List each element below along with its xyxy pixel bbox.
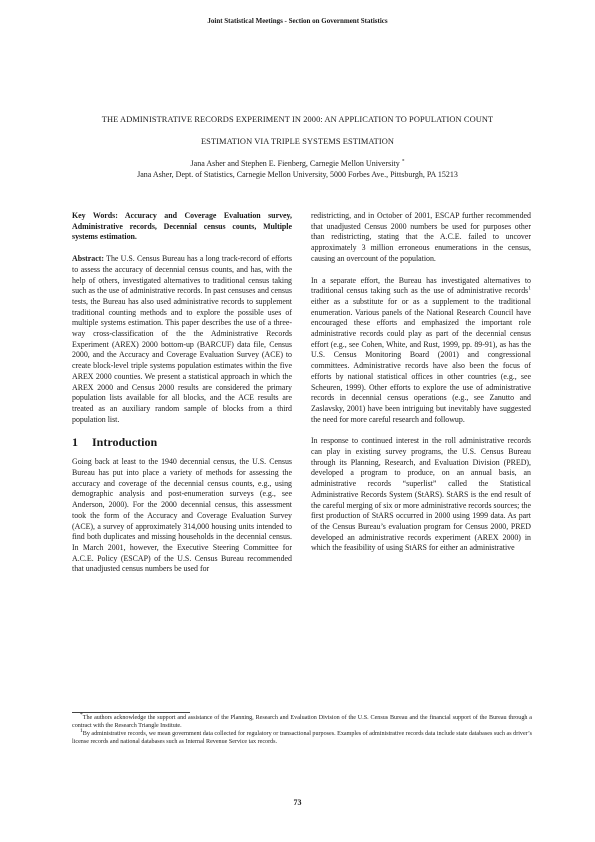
section-heading-text: Introduction: [92, 435, 158, 450]
intro-paragraph-continued: redistricting, and in October of 2001, ESCAP further recommended that unadjusted Census 2000 numbers be used for purposes other than redistricting, stating that the A.C.E. failed to uncover approximately 3 million erroneous enumerations in the census, causing an overcount of the population.: [311, 211, 531, 263]
affiliation: Jana Asher, Dept. of Statistics, Carnegie Mellon University, 5000 Forbes Ave., Pittsburgh, PA 15213: [137, 170, 458, 179]
keywords-label: Key Words:: [72, 211, 118, 220]
paper-title-line-2: ESTIMATION VIA TRIPLE SYSTEMS ESTIMATION: [200, 137, 395, 146]
running-head: Joint Statistical Meetings - Section on Government Statistics: [207, 17, 388, 25]
footnote-rule: [72, 712, 190, 713]
intro-paragraph-1: Going back at least to the 1940 decennial census, the U.S. Census Bureau has put into place a variety of methods for assessing the accuracy and coverage of the decennial census counts, e.g., using demographic analysis and post-enumeration surveys (e.g., see Anderson, 2000). For the 2000 decennial census, this assessment took the form of the Accuracy and Coverage Evaluation Survey (ACE), a survey of approximately 314,000 housing units intended to find both duplicates and missing households in the decennial census. In March 2001, however, the Executive Steering Committee for A.C.E. Policy (ESCAP) of the U.S. Census Bureau recommended that unadjusted census numbers be used for: [72, 457, 292, 574]
intro-paragraph-3: In response to continued interest in the roll administrative records can play in existing survey programs, the U.S. Census Bureau through its Planning, Research, and Evaluation Division (PRED), developed a program to produce, on an annual basis, an administrative records “superlist” called the Statistical Administrative Records System (StARS). StARS is the end result of the careful merging of six or more administrative records sources; the first production of StARS occurred in 2000 using 1999 data. As part of the Census Bureau’s evaluation program for Census 2000, PRED developed an administrative records experiment (AREX 2000) in which the feasibility of using StARS for either an administrative: [311, 436, 531, 553]
section-number: 1: [72, 435, 78, 450]
footnote-ref-1: 1: [528, 285, 531, 292]
section-heading-introduction: [72, 435, 292, 449]
authors: [40, 158, 555, 169]
keywords-text: Accuracy and Coverage Evaluation survey, Administrative records, Decennial census counts, Multiple systems estimation.: [72, 211, 293, 242]
abstract: [72, 254, 292, 425]
abstract-label: Abstract:: [72, 254, 104, 264]
left-column: [72, 211, 292, 575]
abstract-text: The U.S. Census Bureau has a long track-record of efforts to assess the accuracy of decennial census counts, and has, with the help of others, investigated alternatives to traditional census taking such as the use of administrative records. In past censuses and census tests, the Bureau has also used administrative records to supplement traditional counting methods and to explore the possible uses of multiple systems estimation. This paper describes the use of a three-way cross-classification of the the Administrative Records Experiment (AREX) 2000 bottom-up (BARCUF) data file, Census 2000, and the Accuracy and Coverage Evaluation Survey (ACE) to create block-level triple systems population estimates within the five AREX 2000 counties. We present a statistical approach in which the AREX 2000 and Census 2000 results are considered the primary population lists available for all blocks, and the ACE results are treated as an auxiliary random sample of blocks from a third population list.: [72, 254, 292, 424]
footnote-acknowledgement: [72, 711, 532, 730]
page-number: 73: [293, 798, 302, 807]
footnote-mark-star: *: [80, 711, 83, 718]
footnotes: [72, 711, 532, 746]
intro-paragraph-2: [311, 276, 531, 426]
intro-paragraph-2-part-b: either as a substitute for or as a supplement to the traditional enumeration. Various panels of the National Research Council have encouraged these efforts and emphasized the important role administrative records could play as part of the decennial census effort (e.g., see Cohen, White, and Rust, 1999, pp. 89-91), as has the U.S. Census Monitoring Board (2001) and congressional committees. Administrative records have also been the focus of efforts by national statistical offices in other countries (e.g., see Scheuren, 1999). Other efforts to explore the use of administrative records in decennial census operations (e.g., see Zanutto and Zaslavsky, 2001) have been intriguing but inevitably have suggested the need for more careful research and followup.: [311, 296, 531, 424]
keywords: [72, 211, 292, 243]
footnote-1: [72, 730, 532, 746]
footnote-mark-1: 1: [80, 728, 83, 735]
title-block: [40, 114, 555, 180]
intro-paragraph-2-part-a: In a separate effort, the Bureau has investigated alternatives to traditional census taking such as the use of administrative records: [311, 275, 531, 296]
author-footnote-mark: *: [401, 158, 405, 165]
footnote-acknowledgement-text: The authors acknowledge the support and assistance of the Planning, Research and Evaluation Division of the U.S. Census Bureau and the financial support of the Bureau through a contract with the Research Triangle Institute.: [72, 715, 532, 730]
author-names: Jana Asher and Stephen E. Fienberg, Carnegie Mellon University: [190, 159, 400, 168]
right-column: [311, 211, 531, 554]
paper-title-line-1: THE ADMINISTRATIVE RECORDS EXPERIMENT IN 2000: AN APPLICATION TO POPULATION COUNT: [101, 115, 494, 124]
footnote-1-text: By administrative records, we mean government data collected for regulatory or transactional purposes. Examples of administrative records data include state databases such as driver’s license records and national databases such as Internal Revenue Service tax records.: [72, 731, 532, 746]
